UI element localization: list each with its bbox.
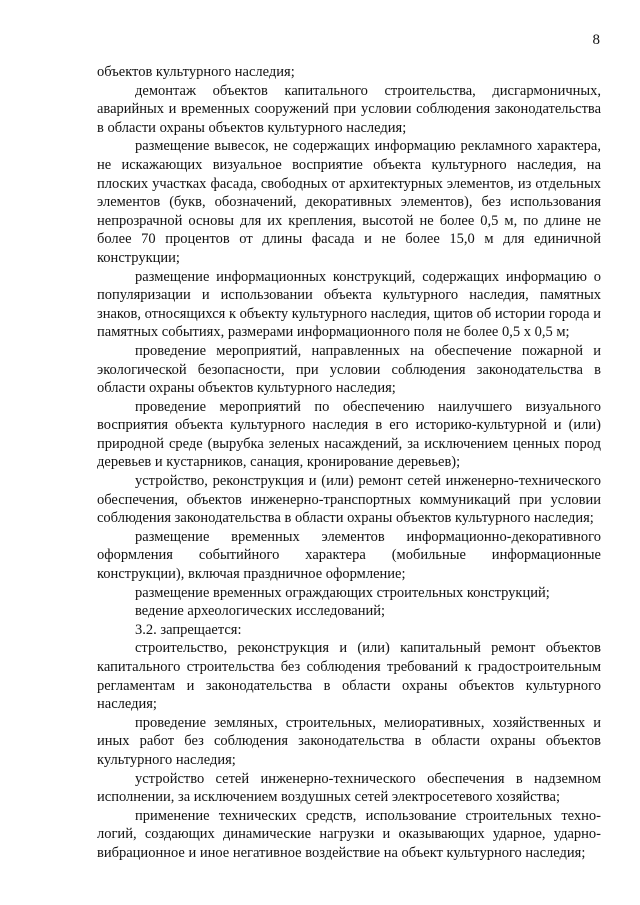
paragraph: размещение временных элементов информационно-декоративного оформления событийного характера (мобильные информационные конструкции), включая праздничное оформление;	[97, 528, 601, 583]
paragraph: ведение археологических исследований;	[135, 603, 386, 620]
paragraph: размещение информационных конструкций, содержащих информацию о популяризации и использовании объекта культурного наследия, памятных знаков, относящихся к объекту культурного наследия, щитов об истории города и памятных событиях, размерами информационного поля не более 0,5 х 0,5 м;	[97, 268, 601, 341]
paragraph: размещение временных ограждающих строительных конструкций;	[135, 584, 550, 601]
paragraph: проведение мероприятий по обеспечению наилучшего визуального восприятия объекта культурного наследия в его историко-культурной и (или) природной среде (вырубка зеленых насаждений, за исключением ценных пород деревьев и кустарников, санация, кронирование деревьев);	[97, 398, 601, 471]
paragraph: устройство сетей инженерно-технического обеспечения в надземном исполнении, за исключением воздушных сетей электросетевого хозяйства;	[97, 770, 601, 806]
paragraph: объектов культурного наследия;	[97, 64, 295, 80]
paragraph: строительство, реконструкция и (или) капитальный ремонт объектов капитального строительства без соблюдения требований к градостроительным регламентам и законодательства в области охраны объектов культурного наследия;	[97, 640, 601, 713]
paragraph: проведение земляных, строительных, мелиоративных, хозяйственных и иных работ без соблюдения законодательства в области охраны объектов культурного наследия;	[97, 714, 601, 768]
paragraph: устройство, реконструкция и (или) ремонт сетей инженерно-технического обеспечения, объектов инженерно-транспортных коммуникаций при условии соблюдения законодательства в области охраны объектов культурного наследия;	[97, 473, 601, 527]
document-body	[97, 63, 601, 863]
paragraph: применение технических средств, использование строительных техно-логий, создающих динамические нагрузки и оказывающих ударное, ударно-вибрационное и иное негативное воздействие на объект культурного наследия;	[97, 807, 601, 861]
section-heading: 3.2. запрещается:	[135, 621, 242, 638]
page-number: 8	[592, 32, 600, 48]
paragraph: размещение вывесок, не содержащих информацию рекламного характера, не искажающих визуальное восприятие объекта культурного наследия, на плоских участках фасада, свободных от архитектурных элементов, из отдельных элементов (букв, обозначений, декоративных элементов), без использования непрозрачной основы для их крепления, высотой не более 0,5 м, по длине не более 70 процентов от длины фасада и не более 15,0 м для единичной конструкции;	[97, 138, 601, 266]
paragraph: демонтаж объектов капитального строительства, дисгармоничных, аварийных и временных сооружений при условии соблюдения законодательства в области охраны объектов культурного наследия;	[97, 82, 601, 136]
paragraph: проведение мероприятий, направленных на обеспечение пожарной и экологической безопасности, при условии соблюдения законодательства в области охраны объектов культурного наследия;	[97, 342, 601, 397]
